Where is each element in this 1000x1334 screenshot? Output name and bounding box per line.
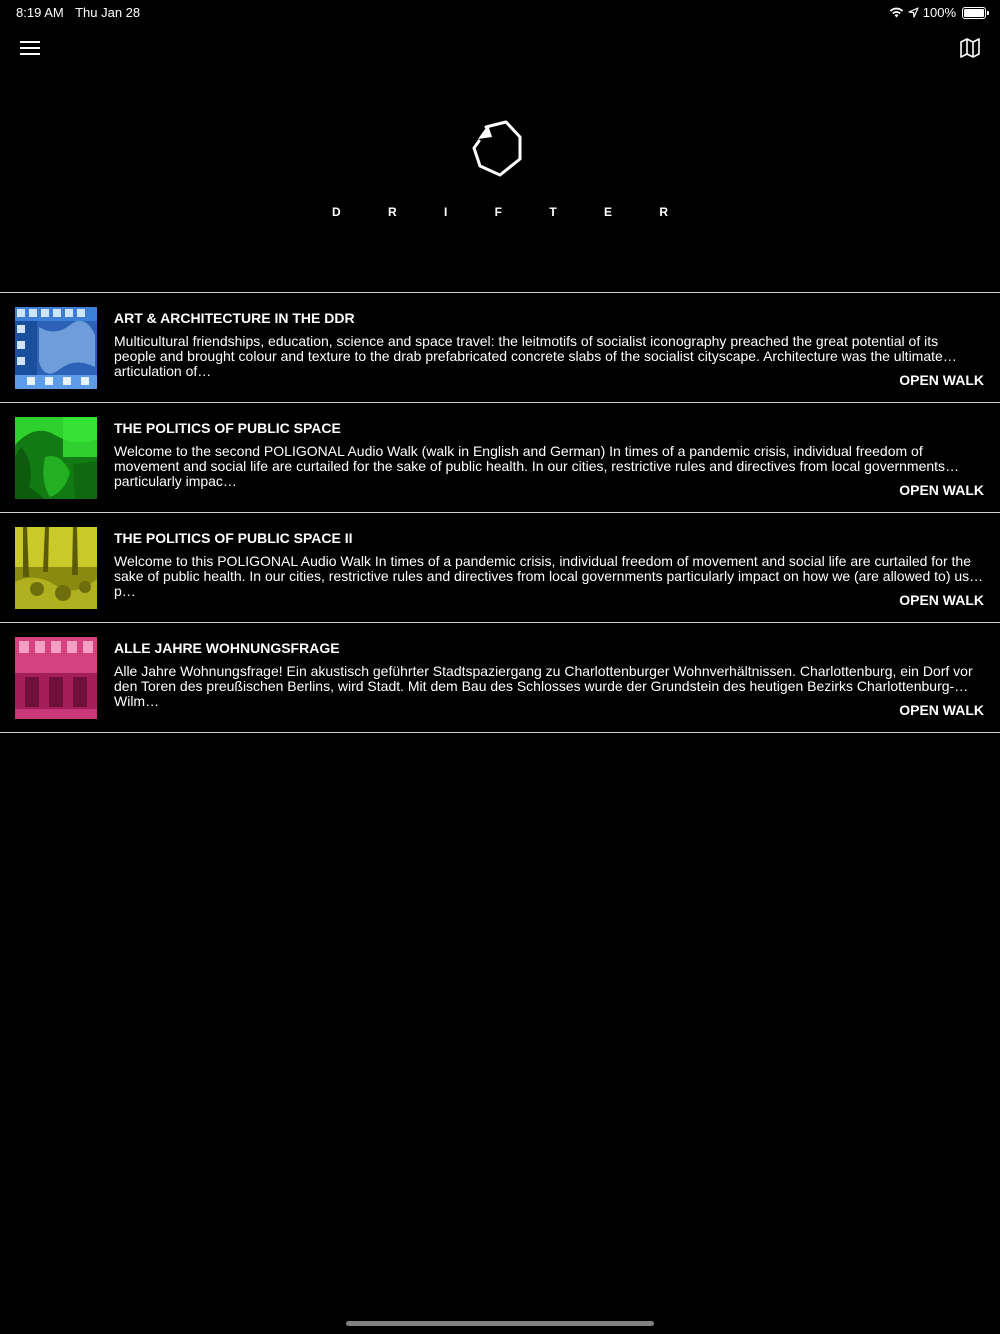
walk-item[interactable] [0, 513, 1000, 623]
status-right [889, 5, 986, 20]
open-walk-button[interactable]: OPEN WALK [899, 372, 984, 388]
walk-title: THE POLITICS OF PUBLIC SPACE II [114, 530, 353, 546]
status-bar [0, 0, 1000, 24]
walk-item[interactable] [0, 623, 1000, 733]
status-date: Thu Jan 28 [75, 5, 141, 20]
walk-list [0, 292, 1000, 733]
drifter-logo-icon [470, 115, 530, 181]
walk-title: ART & ARCHITECTURE IN THE DDR [114, 310, 355, 326]
status-time: 8:19 AM [16, 5, 64, 20]
walk-title: THE POLITICS OF PUBLIC SPACE [114, 420, 341, 436]
walk-thumbnail [15, 417, 97, 499]
menu-button[interactable] [17, 35, 43, 61]
walk-item[interactable] [0, 403, 1000, 513]
brand-name: D R I F T E R [332, 205, 690, 219]
battery-percent: 100% [922, 5, 956, 20]
open-walk-button[interactable]: OPEN WALK [899, 482, 984, 498]
open-walk-button[interactable]: OPEN WALK [899, 592, 984, 608]
walk-description: Alle Jahre Wohnungsfrage! Ein akustisch geführter Stadtspaziergang zu Charlottenburger Wohnverhältnissen. Charlottenburg, ein Dorf vor den Toren des preußischen Berlins, wird Stadt. Mit dem Bau des Schlosses wurde der Grundstein des heutigen Bezirks Charlottenburg-Wilm… [114, 663, 973, 709]
walk-thumbnail [15, 307, 97, 389]
map-icon [959, 37, 981, 59]
wifi-icon [889, 7, 904, 18]
hamburger-icon [19, 40, 41, 56]
map-button[interactable] [957, 35, 983, 61]
walk-description: Welcome to the second POLIGONAL Audio Walk (walk in English and German) In times of a pandemic crisis, individual freedom of movement and social life are curtailed for the sake of public health. In our cities, restrictive rules and directives from local governments particularly impac… [114, 443, 946, 489]
walk-title: ALLE JAHRE WOHNUNGSFRAGE [114, 640, 340, 656]
home-indicator[interactable] [346, 1321, 654, 1326]
status-left [16, 5, 148, 20]
walk-thumbnail [15, 637, 97, 719]
open-walk-button[interactable]: OPEN WALK [899, 702, 984, 718]
walk-item[interactable] [0, 293, 1000, 403]
walk-description: Multicultural friendships, education, science and space travel: the leitmotifs of socialist iconography preached the great potential of its people and brought colour and texture to the drab prefabricated concrete slabs of the socialist cityscape. Architecture was the ultimate articulation of… [114, 333, 943, 379]
battery-icon [962, 7, 986, 19]
brand-logo [0, 115, 1000, 219]
location-arrow-icon [908, 7, 919, 18]
walk-description: Welcome to this POLIGONAL Audio Walk In times of a pandemic crisis, individual freedom of movement and social life are curtailed for the sake of public health. In our cities, restrictive rules and directives from local governments particularly impact on how we (are allowed to) use p… [114, 553, 977, 599]
walk-thumbnail [15, 527, 97, 609]
